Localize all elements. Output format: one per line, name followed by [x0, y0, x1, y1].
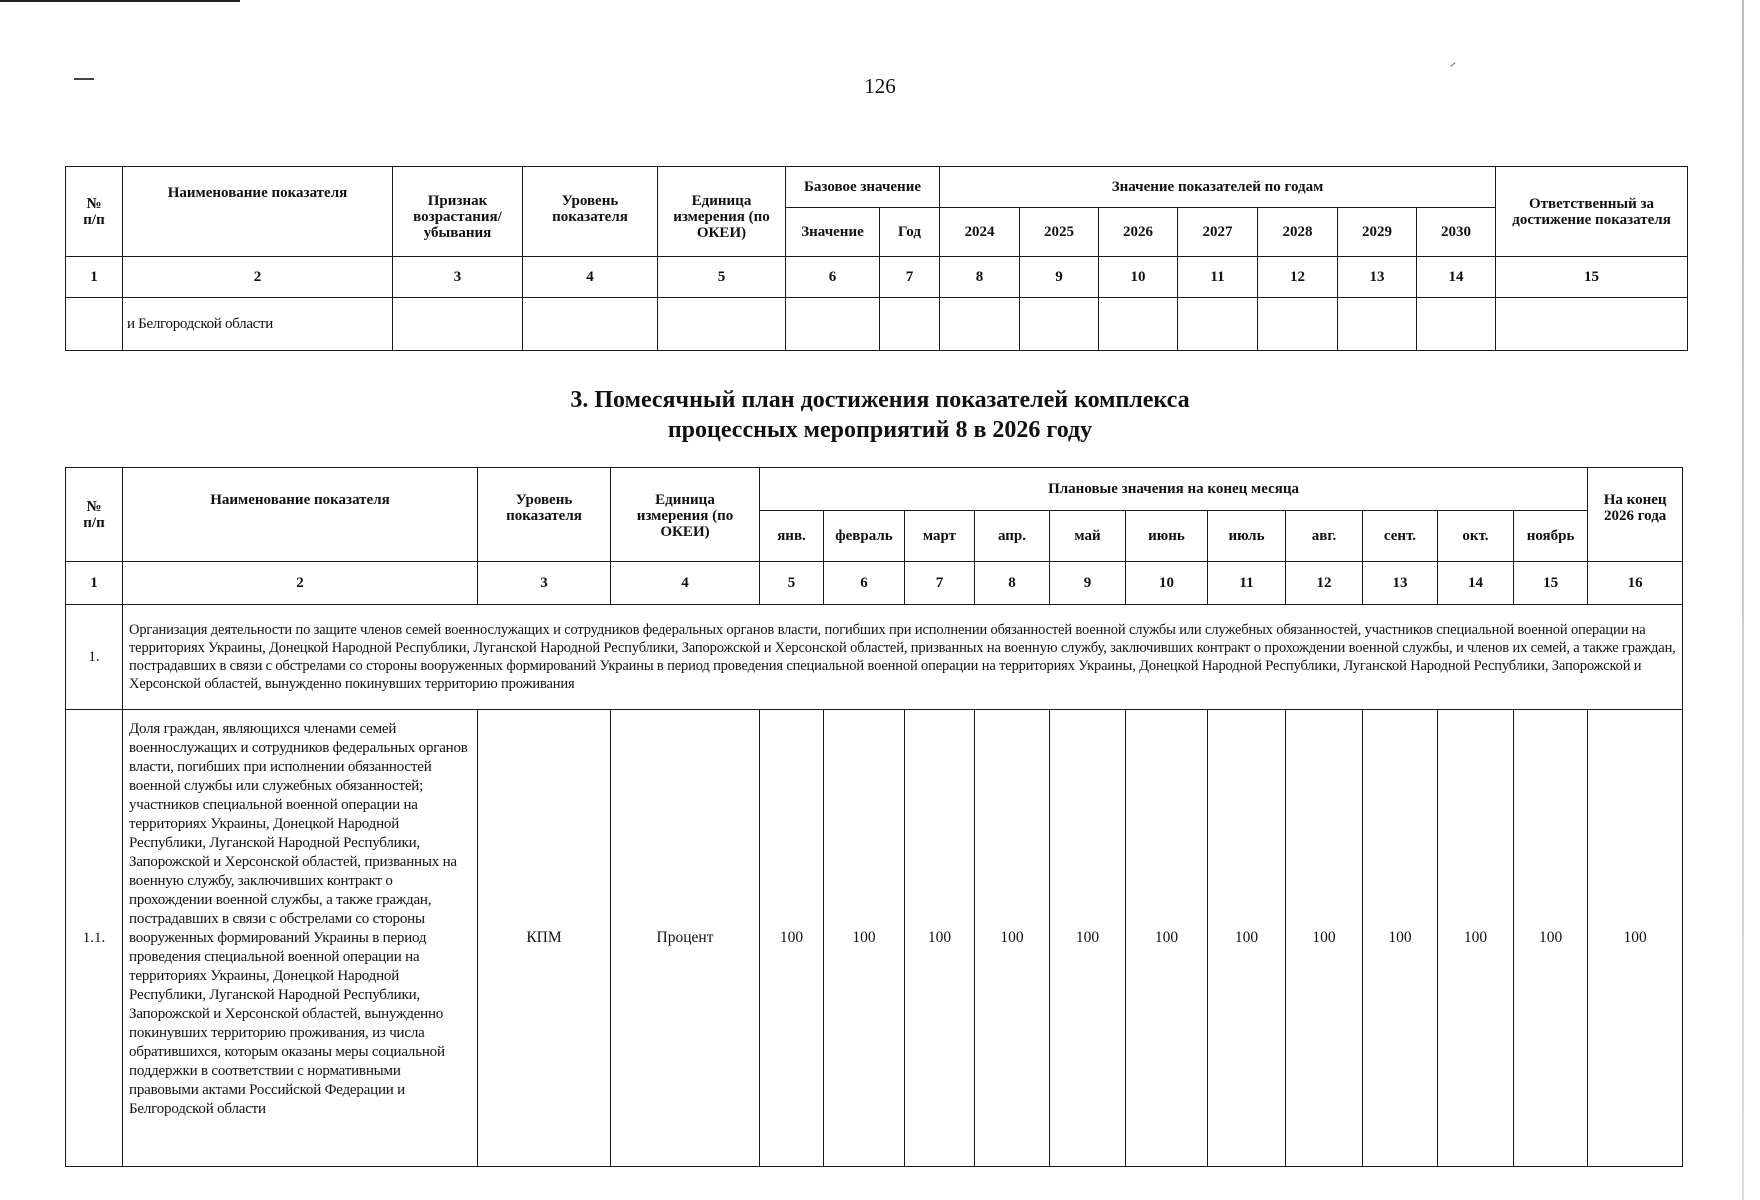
header-month: июнь	[1126, 511, 1208, 562]
table-row	[66, 298, 1688, 351]
indicators-table-continuation	[65, 166, 1688, 351]
column-number: 3	[393, 257, 523, 298]
month-value: 100	[1208, 710, 1286, 1167]
scan-artifact-tick	[1450, 62, 1455, 67]
header-year: 2027	[1178, 208, 1258, 257]
page-number: 126	[864, 74, 896, 98]
header-month: февраль	[824, 511, 905, 562]
section-title-line: процессных мероприятий 8 в 2026 году	[667, 417, 1093, 443]
header-base-value: Значение	[786, 208, 880, 257]
month-value: 100	[1363, 710, 1438, 1167]
column-number: 10	[1126, 562, 1208, 605]
header-base: Базовое значение	[786, 167, 940, 208]
cell-empty	[523, 298, 658, 351]
column-number: 8	[940, 257, 1020, 298]
scan-artifact-top	[0, 0, 240, 2]
cell-empty	[1099, 298, 1178, 351]
cell-empty	[1178, 298, 1258, 351]
column-number: 1	[66, 562, 123, 605]
header-num: № п/п	[66, 167, 123, 257]
header-year: 2029	[1338, 208, 1417, 257]
header-year: 2024	[940, 208, 1020, 257]
column-number: 1	[66, 257, 123, 298]
column-number: 13	[1338, 257, 1417, 298]
column-number: 11	[1208, 562, 1286, 605]
month-value: 100	[1514, 710, 1588, 1167]
cell-empty	[658, 298, 786, 351]
cell-empty	[393, 298, 523, 351]
column-number: 11	[1178, 257, 1258, 298]
column-number: 5	[658, 257, 786, 298]
group-num: 1.	[66, 605, 123, 710]
table-row	[66, 605, 1683, 710]
header-name: Наименование показателя	[123, 167, 393, 257]
cell-empty	[1020, 298, 1099, 351]
header-plan: Плановые значения на конец месяца	[760, 468, 1588, 511]
header-base-year: Год	[880, 208, 940, 257]
continuation-text: и Белгородской области	[123, 298, 393, 351]
column-number: 14	[1438, 562, 1514, 605]
monthly-plan-table	[65, 467, 1683, 1167]
column-number: 6	[824, 562, 905, 605]
header-month: янв.	[760, 511, 824, 562]
header-sign: Признак возрастания/ убывания	[393, 167, 523, 257]
indicator-name: Доля граждан, являющихся членами семей военнослужащих и сотрудников федеральных органов власти, погибших при исполнении обязанностей военной службы или служебных обязанностей; участников специальной военной операции на территориях Украины, Донецкой Народной Республики, Луганской Народной Республики, Запорожской и Херсонской областей, призванных на военную службу, заключивших контракт о прохождении военной службы, а также граждан, пострадавших в связи с обстрелами со стороны вооруженных формирований Украины в период проведения специальной военной операции на территориях Украины, Донецкой Народной Республики, Луганской Народной Республики, Запорожской и Херсонской областей, вынужденно покинувших территорию проживания, из числа обратившихся, которым оказаны меры социальной поддержки в соответствии с нормативными правовыми актами Российской Федерации и Белгородской области	[123, 710, 478, 1167]
column-number: 14	[1417, 257, 1496, 298]
column-number: 7	[880, 257, 940, 298]
column-number: 12	[1258, 257, 1338, 298]
cell-empty	[66, 298, 123, 351]
group-description: Организация деятельности по защите членов семей военнослужащих и сотрудников федеральных органов власти, погибших при исполнении обязанностей военной службы или служебных обязанностей, участников специальной военной операции на территориях Украины, Донецкой Народной Республики, Луганской Народной Республики, Запорожской и Херсонской областей, призванных на военную службу, заключивших контракт о прохождении военной службы, и членов их семей, а также граждан, пострадавших в связи с обстрелами со стороны вооруженных формирований Украины в период проведения специальной военной операции на территориях Украины, Донецкой Народной Республики, Луганской Народной Республики, Запорожской и Херсонской областей, вынужденно покинувших территорию проживания	[123, 605, 1683, 710]
table-row	[66, 710, 1683, 1167]
header-month: ноябрь	[1514, 511, 1588, 562]
column-number: 8	[975, 562, 1050, 605]
column-number: 15	[1514, 562, 1588, 605]
cell-empty	[1496, 298, 1688, 351]
month-value: 100	[824, 710, 905, 1167]
column-number: 4	[611, 562, 760, 605]
column-number: 13	[1363, 562, 1438, 605]
column-number: 2	[123, 562, 478, 605]
header-year: 2025	[1020, 208, 1099, 257]
header-year: 2026	[1099, 208, 1178, 257]
column-number: 7	[905, 562, 975, 605]
header-month: май	[1050, 511, 1126, 562]
column-number: 3	[478, 562, 611, 605]
indicator-unit: Процент	[611, 710, 760, 1167]
header-level: Уровень показателя	[523, 167, 658, 257]
header-month: окт.	[1438, 511, 1514, 562]
column-number: 4	[523, 257, 658, 298]
header-month: авг.	[1286, 511, 1363, 562]
cell-empty	[786, 298, 880, 351]
cell-empty	[1338, 298, 1417, 351]
month-value: 100	[1438, 710, 1514, 1167]
month-value: 100	[1286, 710, 1363, 1167]
header-responsible: Ответственный за достижение показателя	[1496, 167, 1688, 257]
header-by-years: Значение показателей по годам	[940, 167, 1496, 208]
header-end: На конец 2026 года	[1588, 468, 1683, 562]
header-unit: Единица измерения (по ОКЕИ)	[611, 468, 760, 562]
header-name: Наименование показателя	[123, 468, 478, 562]
month-value: 100	[905, 710, 975, 1167]
column-number: 15	[1496, 257, 1688, 298]
indicator-level: КПМ	[478, 710, 611, 1167]
column-number: 2	[123, 257, 393, 298]
column-number: 6	[786, 257, 880, 298]
header-num: № п/п	[66, 468, 123, 562]
column-number: 9	[1050, 562, 1126, 605]
section-title-line: 3. Помесячный план достижения показателей комплекса	[570, 387, 1190, 413]
end-year-value: 100	[1588, 710, 1683, 1167]
month-value: 100	[760, 710, 824, 1167]
month-value: 100	[1126, 710, 1208, 1167]
header-year: 2028	[1258, 208, 1338, 257]
header-month: июль	[1208, 511, 1286, 562]
scan-artifact-edge	[1742, 0, 1744, 1200]
column-number: 5	[760, 562, 824, 605]
header-month: март	[905, 511, 975, 562]
header-unit: Единица измерения (по ОКЕИ)	[658, 167, 786, 257]
header-month: сент.	[1363, 511, 1438, 562]
column-number: 12	[1286, 562, 1363, 605]
section-title	[0, 385, 1760, 445]
column-number: 10	[1099, 257, 1178, 298]
month-value: 100	[975, 710, 1050, 1167]
header-year: 2030	[1417, 208, 1496, 257]
cell-empty	[1417, 298, 1496, 351]
header-month: апр.	[975, 511, 1050, 562]
cell-empty	[940, 298, 1020, 351]
indicator-num: 1.1.	[66, 710, 123, 1167]
column-number: 16	[1588, 562, 1683, 605]
cell-empty	[1258, 298, 1338, 351]
cell-empty	[880, 298, 940, 351]
header-level: Уровень показателя	[478, 468, 611, 562]
month-value: 100	[1050, 710, 1126, 1167]
column-number: 9	[1020, 257, 1099, 298]
